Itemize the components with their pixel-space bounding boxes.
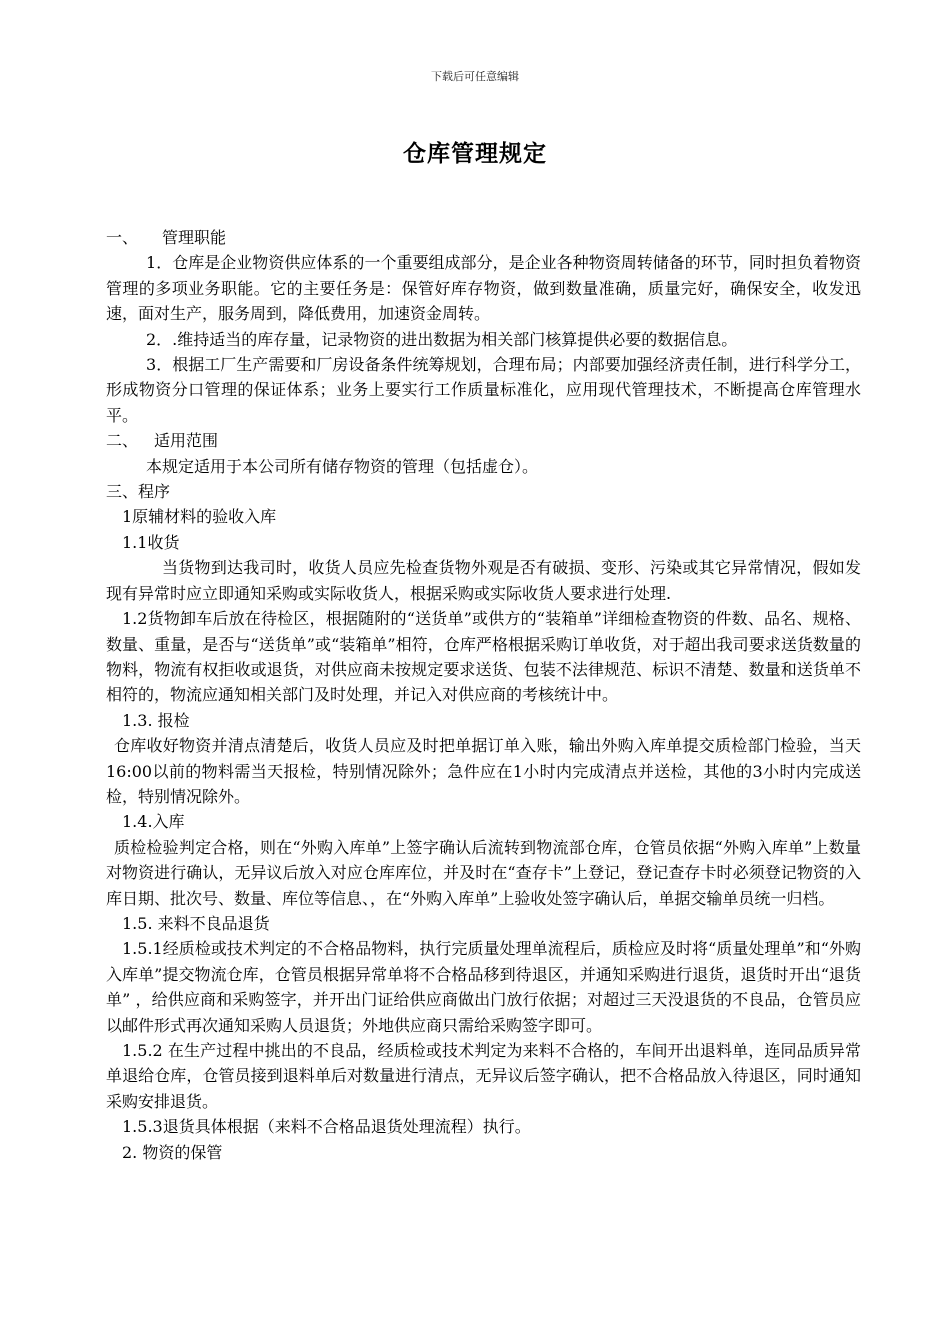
paragraph: 本规定适用于本公司所有储存物资的管理（包括虚仓）。 [146,456,539,476]
paragraph: 当货物到达我司时，收货人员应先检查货物外观是否有破损、变形、污染或其它异常情况，假如发现有异常时应立即通知采购或实际收货人，根据采购或实际收货人要求进行处理. [106,558,861,603]
subsection-heading: 1.3. 报检 [122,710,190,730]
paragraph: 1.2货物卸车后放在待检区，根据随附的“送货单”或供方的“装箱单”详细检查物资的件数、品名、规格、数量、重量，是否与“送货单”或“装箱单”相符，仓库严格根据采购订单收货，对于超出我司要求送货数量的物料，物流有权拒收或退货，对供应商未按规定要求送货、包装不法律规范、标识不清楚、数量和送货单不相符的，物流应通知相关部门及时处理，并记入对供应商的考核统计中。 [106,609,861,705]
subsection-heading: 2. 物资的保管 [122,1142,223,1162]
subsection-heading: 1.1收货 [122,532,180,552]
paragraph: 仓库收好物资并清点清楚后，收货人员应及时把单据订单入账，输出外购入库单提交质检部门检验，当天16:00以前的物料需当天报检，特别情况除外；急件应在1小时内完成清点并送检，其他的3小时内完成送检，特别情况除外。 [106,736,861,806]
paragraph: 1.5.2 在生产过程中挑出的不良品，经质检或技术判定为来料不合格的，车间开出退料单，连同品质异常单退给仓库，仓管员接到退料单后对数量进行清点，无异议后签字确认，把不合格品放入待退区，同时通知采购安排退货。 [106,1041,861,1111]
paragraph: 质检检验判定合格，则在“外购入库单”上签字确认后流转到物流部仓库，仓管员依据“外购入库单”上数量对物资进行确认，无异议后放入对应仓库库位，并及时在“查存卡”上登记，登记查存卡时必须登记物资的入库日期、批次号、数量、库位等信息、，在“外购入库单”上验收处签字确认后，单据交输单员统一归档。 [106,837,861,908]
paragraph: 1．仓库是企业物资供应体系的一个重要组成部分，是企业各种物资周转储备的环节，同时担负着物资管理的多项业务职能。它的主要任务是：保管好库存物资，做到数量准确，质量完好，确保安全，收发迅速，面对生产，服务周到，降低费用，加速资金周转。 [106,253,861,324]
document-title: 仓库管理规定 [403,141,547,167]
header-note: 下载后可任意编辑 [431,70,519,83]
section-heading-2 [106,428,861,453]
section-title: 适用范围 [154,431,219,451]
subsection-heading: 1.5. 来料不良品退货 [122,913,270,933]
subsection-heading: 1.4.入库 [122,812,185,832]
subsection-heading: 1原辅材料的验收入库 [122,507,277,527]
section-number: 二、 [106,431,139,451]
section-heading-3: 三、程序 [106,482,171,502]
paragraph: 3．根据工厂生产需要和厂房设备条件统筹规划，合理布局；内部要加强经济责任制，进行科学分工，形成物资分口管理的保证体系；业务上要实行工作质量标准化，应用现代管理技术，不断提高仓库管理水平。 [106,355,861,425]
document-body [106,225,861,1165]
paragraph: 1.5.1经质检或技术判定的不合格品物料，执行完质量处理单流程后，质检应及时将“质量处理单”和“外购入库单”提交物流仓库，仓管员根据异常单将不合格品移到待退区，并通知采购进行退货，退货时开出“退货单” ，给供应商和采购签字，并开出门证给供应商做出门放行依据；对超过三天没退货的不良品，仓管员应以邮件形式再次通知采购人员退货；外地供应商只需给采购签字即可。 [106,939,861,1035]
paragraph: 2．.维持适当的库存量，记录物资的进出数据为相关部门核算提供必要的数据信息。 [146,329,738,349]
section-heading-1 [106,225,861,250]
paragraph: 1.5.3退货具体根据（来料不合格品退货处理流程）执行。 [122,1117,531,1137]
section-number: 一、 [106,228,139,247]
section-title: 管理职能 [162,228,227,247]
